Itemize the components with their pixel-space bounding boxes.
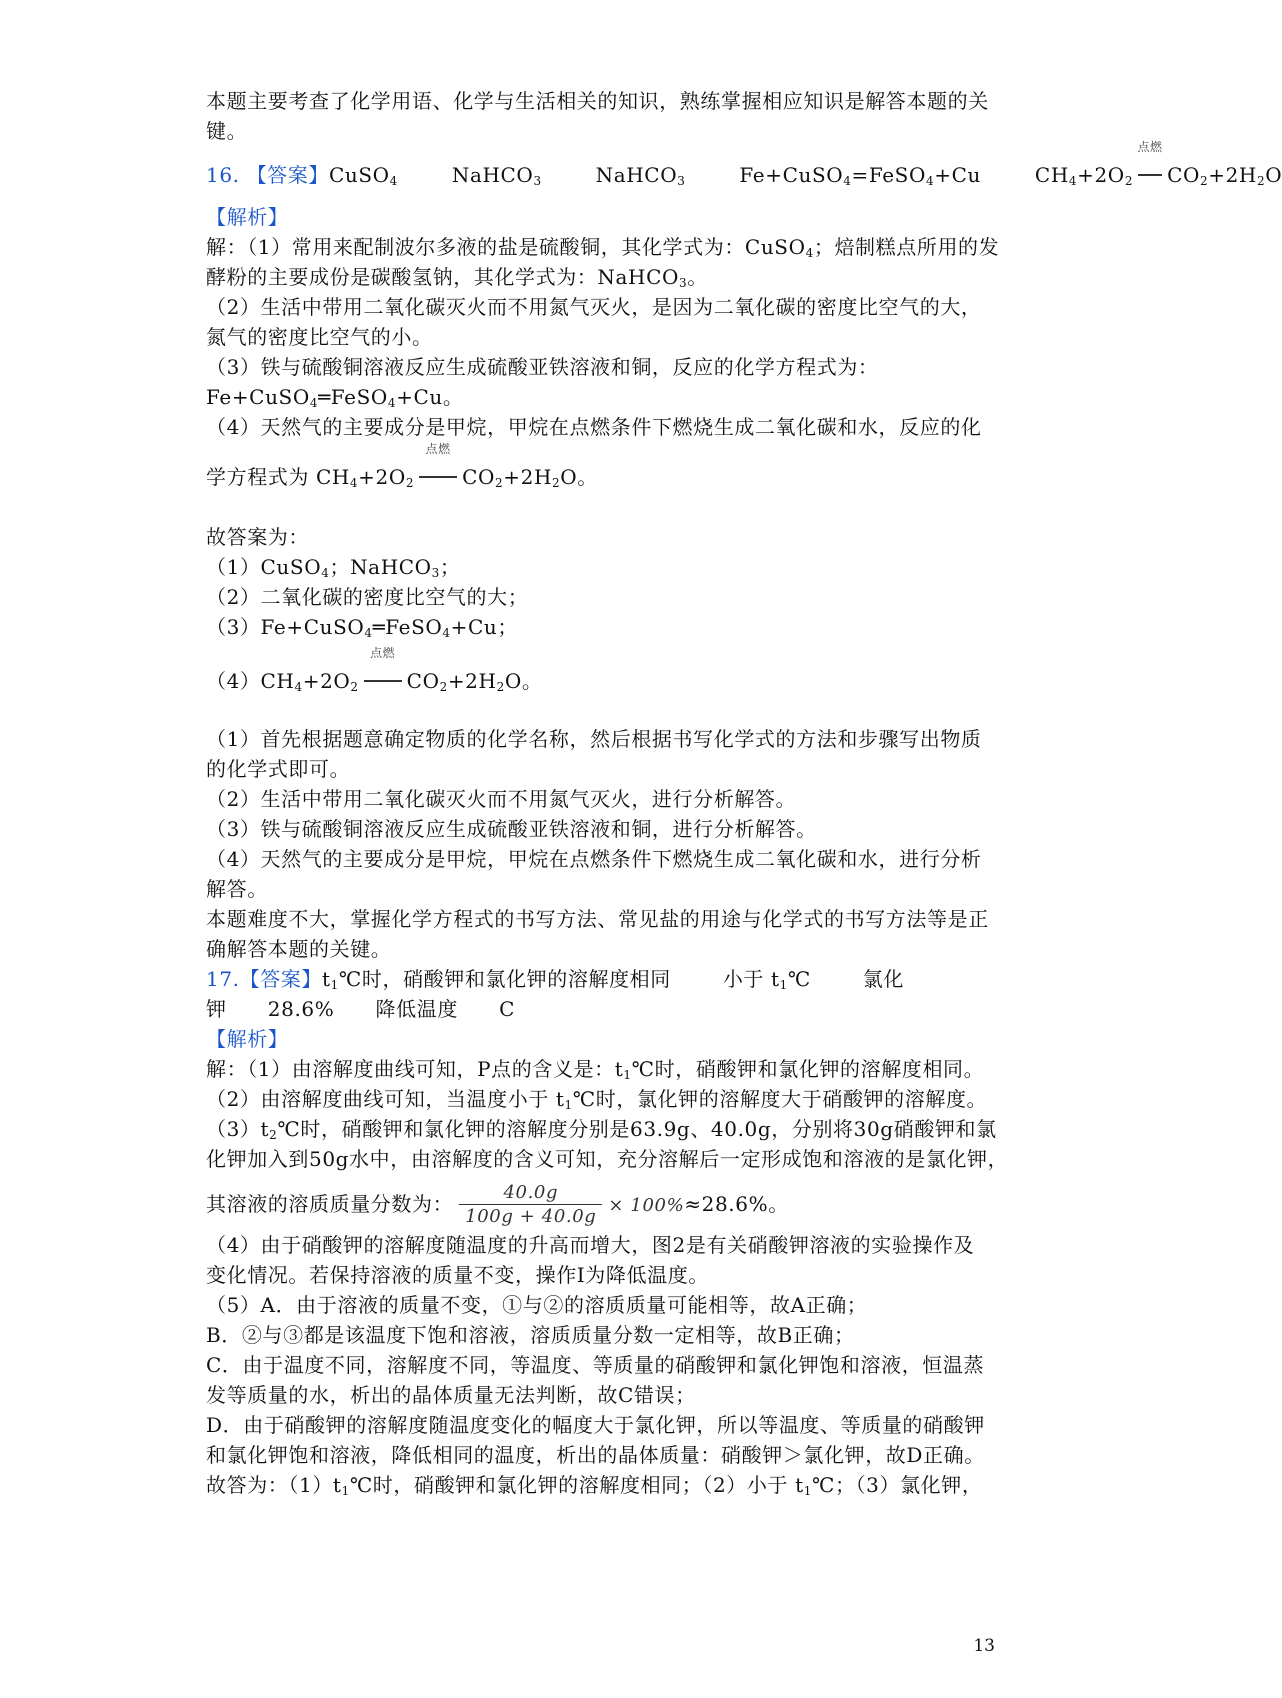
text-line: 解：（1）常用来配制波尔多液的盐是硫酸铜，其化学式为：CuSO$_4$；焙制糕点所用的发 [206, 235, 1000, 260]
q16-answer-line: 16. 【答案】CuSO$_4$ NaHCO$_3$ NaHCO$_3$ Fe+CuSO$_4$=FeSO$_4$+Cu $CH_4+2O_2$ 点燃 $CO_2+2H_2O$ [206, 140, 1282, 188]
text-line: 解答。 [206, 877, 268, 901]
text-line: 故答为：$(1)t_1℃$时，硝酸钾和氯化钾的溶解度相同；（2）小于 $t_1℃$；（3）氯化钾， [206, 1473, 983, 1498]
text-line: （3）铁与硫酸铜溶液反应生成硫酸亚铁溶液和铜，反应的化学方程式为： [206, 355, 879, 379]
equation-line: （3）Fe+CuSO$_4$═FeSO$_4$+Cu； [206, 615, 519, 640]
text-line: 变化情况。若保持溶液的质量不变，操作Ⅰ为降低温度。 [206, 1263, 709, 1287]
text-line: 确解答本题的关键。 [206, 937, 392, 961]
q17-answer-line: 17.【答案】$t_1℃$时，硝酸钾和氯化钾的溶解度相同 小于 $t_1℃$ 氯化 [206, 967, 904, 992]
q17-number: 17. [206, 967, 240, 991]
text-line: （5）A．由于溶液的质量不变，①与②的溶质质量可能相等，故A正确； [206, 1293, 868, 1317]
q16-answer-5: $CH_4+2O_2$ 点燃 $CO_2+2H_2O$ [1034, 140, 1282, 188]
q16-answer-4: Fe+CuSO$_4$=FeSO$_4$+Cu [739, 163, 981, 188]
equation-line: $(4)CH_4+2O_2$ 点燃 $CO_2+2H_2O$。 [206, 646, 543, 694]
q16-answer-2: NaHCO [451, 163, 534, 187]
fraction-line: 其溶液的溶质质量分数为： $\frac{40.0g}{100g + 40.0g}$ × 100%≈28.6%。 [206, 1182, 789, 1227]
text-line: （1）首先根据题意确定物质的化学名称，然后根据书写化学式的方法和步骤写出物质 [206, 727, 982, 751]
text-line: 本题难度不大，掌握化学方程式的书写方法、常见盐的用途与化学式的书写方法等是正 [206, 907, 989, 931]
text-line: （4）天然气的主要成分是甲烷，甲烷在点燃条件下燃烧生成二氧化碳和水，反应的化 [206, 415, 982, 439]
text-line: 和氯化钾饱和溶液，降低相同的温度，析出的晶体质量：硝酸钾＞氯化钾，故D正确。 [206, 1443, 985, 1467]
text-line: 发等质量的水，析出的晶体质量无法判断，故C错误； [206, 1383, 696, 1407]
q16-number: 16. [206, 163, 240, 187]
text-line: C．由于温度不同，溶解度不同，等温度、等质量的硝酸钾和氯化钾饱和溶液，恒温蒸 [206, 1353, 985, 1377]
text-line: （2）生活中带用二氧化碳灭火而不用氮气灭火，是因为二氧化碳的密度比空气的大， [206, 295, 982, 319]
text-line: 酵粉的主要成份是碳酸氢钠，其化学式为：NaHCO$_3$。 [206, 265, 708, 290]
text-line: 解：（1）由溶解度曲线可知，P点的含义是：$t_1℃$时，硝酸钾和氯化钾的溶解度相同。 [206, 1057, 985, 1082]
text-line: （3）铁与硫酸铜溶液反应生成硫酸亚铁溶液和铜，进行分析解答。 [206, 817, 817, 841]
equation-line: Fe+CuSO$_4$═FeSO$_4$+Cu。 [206, 385, 464, 410]
condition-label: 点燃 [425, 442, 451, 456]
text-line: 氮气的密度比空气的小。 [206, 325, 433, 349]
text-line: D．由于硝酸钾的溶解度随温度变化的幅度大于氯化钾，所以等温度、等质量的硝酸钾 [206, 1413, 985, 1437]
q16-answer-1: CuSO [328, 163, 390, 187]
text-line: 键。 [206, 119, 248, 143]
fraction: $\frac{40.0g}{100g + 40.0g}$ [459, 1182, 602, 1229]
text-line: $(3)t_2℃$时，硝酸钾和氯化钾的溶解度分别是63.9g、40.0g，分别将30g硝酸钾和氯 [206, 1117, 997, 1142]
text-line: 本题主要考查了化学用语、化学与生活相关的知识，熟练掌握相应知识是解答本题的关 [206, 89, 989, 113]
text-line: 的化学式即可。 [206, 757, 351, 781]
analysis-tag: 【解析】 [206, 205, 289, 229]
text-line: 故答案为： [206, 525, 309, 549]
q17-answer-tag: 【答案】 [239, 967, 323, 991]
text-line: （4）天然气的主要成分是甲烷，甲烷在点燃条件下燃烧生成二氧化碳和水，进行分析 [206, 847, 982, 871]
q16-answer-tag: 【答案】 [246, 163, 329, 187]
text-line: （2）二氧化碳的密度比空气的大； [206, 585, 529, 609]
text-line: （2）由溶解度曲线可知，当温度小于 $t_1℃$时，氯化钾的溶解度大于硝酸钾的溶解度。 [206, 1087, 988, 1112]
analysis-tag: 【解析】 [206, 1027, 289, 1051]
text-line: B．②与③都是该温度下饱和溶液，溶质质量分数一定相等，故B正确； [206, 1323, 855, 1347]
page-number: 13 [973, 1636, 995, 1656]
condition-label: 点燃 [370, 646, 396, 660]
text-line: 钾 28.6% 降低温度 C [206, 997, 516, 1021]
text-line: 化钾加入到50g水中，由溶解度的含义可知，充分溶解后一定形成饱和溶液的是氯化钾， [206, 1147, 1009, 1171]
equation-line: 学方程式为 $CH_4+2O_2$ 点燃 $CO_2+2H_2O$。 [206, 442, 598, 490]
text-line: （2）生活中带用二氧化碳灭火而不用氮气灭火，进行分析解答。 [206, 787, 797, 811]
q16-answer-3: NaHCO [595, 163, 678, 187]
text-line: （1）CuSO$_4$；NaHCO$_3$； [206, 555, 461, 580]
text-line: （4）由于硝酸钾的溶解度随温度的升高而增大，图2是有关硝酸钾溶液的实验操作及 [206, 1233, 975, 1257]
